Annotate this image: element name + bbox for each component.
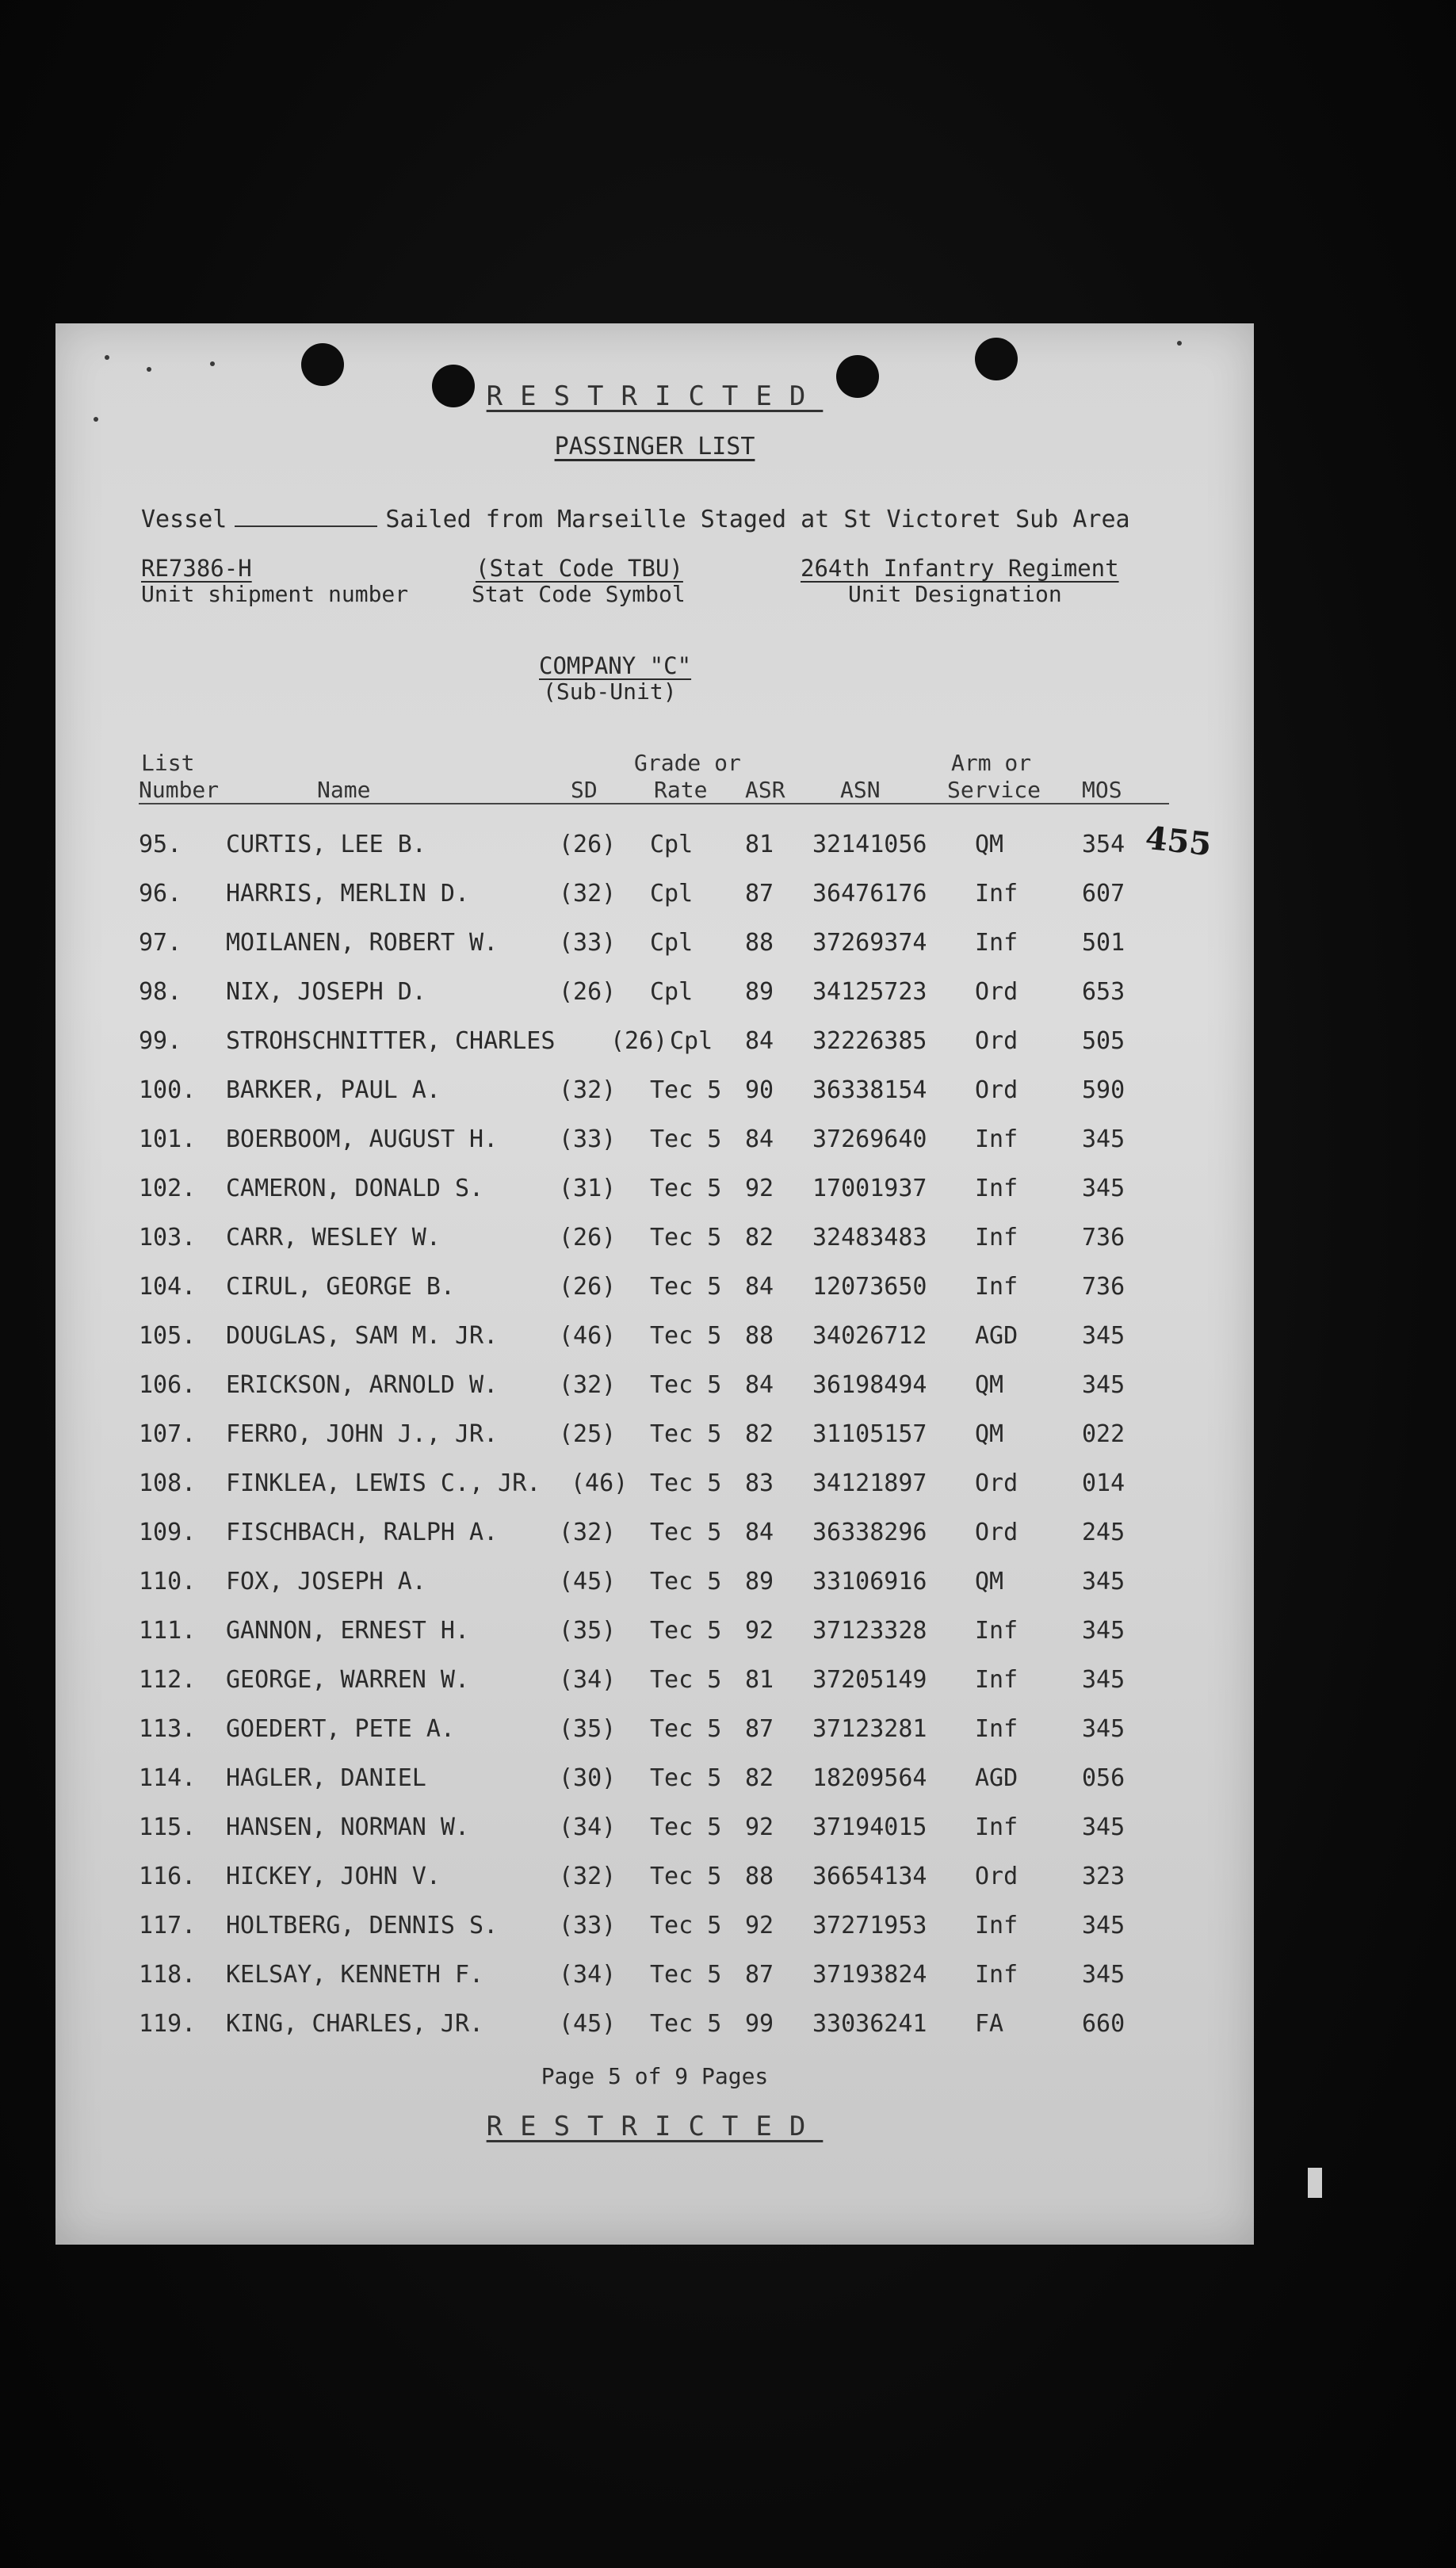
grade: Cpl	[650, 831, 694, 858]
asn: 36338296	[812, 1519, 927, 1546]
soldier-name: KING, CHARLES, JR.	[226, 2010, 484, 2038]
asr: 92	[745, 1912, 774, 1939]
arm-service: Inf	[975, 1813, 1018, 1841]
unit-shipment-label: Unit shipment number	[141, 581, 409, 607]
grade: Cpl	[650, 880, 694, 908]
age: (32)	[559, 1519, 617, 1546]
vessel-blank	[235, 506, 377, 527]
col-rate: Rate	[654, 777, 708, 803]
soldier-name: GEORGE, WARREN W.	[226, 1666, 470, 1694]
table-row	[55, 1519, 1254, 1568]
table-row	[55, 1617, 1254, 1666]
asr: 84	[745, 1125, 774, 1153]
asr: 87	[745, 1961, 774, 1989]
asr: 84	[745, 1519, 774, 1546]
asr: 92	[745, 1175, 774, 1202]
table-row	[55, 978, 1254, 1027]
arm-service: Ord	[975, 1076, 1018, 1104]
asr: 82	[745, 1764, 774, 1792]
arm-service: Inf	[975, 1617, 1018, 1645]
arm-service: QM	[975, 1568, 1004, 1595]
asn: 18209564	[812, 1764, 927, 1792]
age: (33)	[559, 1912, 617, 1939]
asn: 37123281	[812, 1715, 927, 1743]
age: (32)	[559, 1076, 617, 1104]
restricted-top: RESTRICTED	[486, 380, 824, 412]
soldier-name: BOERBOOM, AUGUST H.	[226, 1125, 499, 1153]
age: (30)	[559, 1764, 617, 1792]
table-row	[55, 1715, 1254, 1764]
speck	[147, 367, 151, 372]
col-name: Name	[317, 777, 371, 803]
age: (33)	[559, 929, 617, 957]
age: (45)	[559, 2010, 617, 2038]
soldier-name: CIRUL, GEORGE B.	[226, 1273, 455, 1301]
table-row	[55, 1568, 1254, 1617]
asn: 17001937	[812, 1175, 927, 1202]
asr: 82	[745, 1224, 774, 1252]
mos: 345	[1082, 1617, 1125, 1645]
list-number: 113.	[139, 1715, 197, 1743]
age: (46)	[559, 1322, 617, 1350]
asr: 89	[745, 1568, 774, 1595]
arm-service: QM	[975, 831, 1004, 858]
col-arm-bottom: Service	[947, 777, 1041, 803]
soldier-name: FERRO, JOHN J., JR.	[226, 1420, 499, 1448]
arm-service: Inf	[975, 1175, 1018, 1202]
list-number: 109.	[139, 1519, 197, 1546]
grade: Tec 5	[650, 1224, 722, 1252]
asn: 33036241	[812, 2010, 927, 2038]
vessel-label: Vessel	[141, 506, 227, 533]
stat-code-label: Stat Code Symbol	[472, 581, 686, 607]
soldier-name: CAMERON, DONALD S.	[226, 1175, 484, 1202]
col-asn: ASN	[840, 777, 881, 803]
restricted-bottom: RESTRICTED	[486, 2111, 824, 2142]
asr: 84	[745, 1371, 774, 1399]
list-number: 107.	[139, 1420, 197, 1448]
arm-service: Inf	[975, 880, 1018, 908]
mos: 345	[1082, 1125, 1125, 1153]
grade: Tec 5	[650, 1519, 722, 1546]
soldier-name: HANSEN, NORMAN W.	[226, 1813, 470, 1841]
mos: 345	[1082, 1813, 1125, 1841]
col-grade-top: Grade or	[634, 750, 741, 776]
age: (34)	[559, 1666, 617, 1694]
grade: Tec 5	[650, 1273, 722, 1301]
age: (46)	[571, 1469, 629, 1497]
asn: 34026712	[812, 1322, 927, 1350]
asr: 81	[745, 1666, 774, 1694]
mos: 345	[1082, 1666, 1125, 1694]
arm-service: Inf	[975, 1715, 1018, 1743]
mos: 345	[1082, 1175, 1125, 1202]
mos: 345	[1082, 1912, 1125, 1939]
asr: 83	[745, 1469, 774, 1497]
speck	[1177, 341, 1182, 346]
mos: 736	[1082, 1273, 1125, 1301]
arm-service: Ord	[975, 1469, 1018, 1497]
grade: Tec 5	[650, 1568, 722, 1595]
asn: 37123328	[812, 1617, 927, 1645]
grade: Tec 5	[650, 1371, 722, 1399]
arm-service: Ord	[975, 1519, 1018, 1546]
asr: 92	[745, 1617, 774, 1645]
table-row	[55, 1076, 1254, 1125]
table-row	[55, 1469, 1254, 1519]
col-list-top: List	[141, 750, 195, 776]
soldier-name: KELSAY, KENNETH F.	[226, 1961, 484, 1989]
list-number: 99.	[139, 1027, 182, 1055]
table-row	[55, 1863, 1254, 1912]
mos: 056	[1082, 1764, 1125, 1792]
list-number: 114.	[139, 1764, 197, 1792]
age: (33)	[559, 1125, 617, 1153]
list-number: 101.	[139, 1125, 197, 1153]
asn: 36198494	[812, 1371, 927, 1399]
asr: 99	[745, 2010, 774, 2038]
asn: 32226385	[812, 1027, 927, 1055]
list-number: 111.	[139, 1617, 197, 1645]
asn: 36338154	[812, 1076, 927, 1104]
age: (35)	[559, 1715, 617, 1743]
age: (32)	[559, 1371, 617, 1399]
table-row	[55, 831, 1254, 880]
vessel-line	[141, 506, 1130, 533]
table-row	[55, 1813, 1254, 1863]
mos: 022	[1082, 1420, 1125, 1448]
page-title: PASSINGER LIST	[554, 433, 755, 460]
soldier-name: CARR, WESLEY W.	[226, 1224, 441, 1252]
arm-service: QM	[975, 1371, 1004, 1399]
table-row	[55, 1420, 1254, 1469]
col-list-bottom: Number	[139, 777, 220, 803]
asn: 37193824	[812, 1961, 927, 1989]
col-asr: ASR	[745, 777, 785, 803]
asn: 36654134	[812, 1863, 927, 1890]
soldier-name: HOLTBERG, DENNIS S.	[226, 1912, 499, 1939]
asr: 84	[745, 1027, 774, 1055]
grade: Cpl	[650, 978, 694, 1006]
list-number: 115.	[139, 1813, 197, 1841]
asr: 84	[745, 1273, 774, 1301]
list-number: 97.	[139, 929, 182, 957]
grade: Tec 5	[650, 1764, 722, 1792]
mos: 590	[1082, 1076, 1125, 1104]
asn: 34121897	[812, 1469, 927, 1497]
table-row	[55, 1175, 1254, 1224]
mos: 607	[1082, 880, 1125, 908]
col-arm-top: Arm or	[951, 750, 1032, 776]
grade: Cpl	[650, 929, 694, 957]
list-number: 110.	[139, 1568, 197, 1595]
speck	[94, 417, 98, 422]
asr: 87	[745, 880, 774, 908]
soldier-name: DOUGLAS, SAM M. JR.	[226, 1322, 499, 1350]
asn: 37271953	[812, 1912, 927, 1939]
asr: 82	[745, 1420, 774, 1448]
company-value: COMPANY "C"	[539, 652, 692, 679]
table-row	[55, 880, 1254, 929]
arm-service: QM	[975, 1420, 1004, 1448]
arm-service: FA	[975, 2010, 1004, 2038]
arm-service: AGD	[975, 1764, 1018, 1792]
grade: Tec 5	[650, 1961, 722, 1989]
soldier-name: STROHSCHNITTER, CHARLES	[226, 1027, 556, 1055]
arm-service: Inf	[975, 1224, 1018, 1252]
asr: 88	[745, 1863, 774, 1890]
soldier-name: HAGLER, DANIEL	[226, 1764, 426, 1792]
soldier-name: BARKER, PAUL A.	[226, 1076, 441, 1104]
mos: 345	[1082, 1568, 1125, 1595]
age: (34)	[559, 1961, 617, 1989]
list-number: 108.	[139, 1469, 197, 1497]
arm-service: Ord	[975, 978, 1018, 1006]
grade: Tec 5	[650, 1076, 722, 1104]
grade: Tec 5	[650, 1666, 722, 1694]
grade: Tec 5	[650, 1322, 722, 1350]
soldier-name: GOEDERT, PETE A.	[226, 1715, 455, 1743]
soldier-name: FINKLEA, LEWIS C., JR.	[226, 1469, 541, 1497]
arm-service: Inf	[975, 1666, 1018, 1694]
unit-designation-label: Unit Designation	[848, 581, 1062, 607]
arm-service: AGD	[975, 1322, 1018, 1350]
passenger-list-page	[55, 323, 1254, 2245]
mos: 345	[1082, 1322, 1125, 1350]
grade: Tec 5	[650, 1715, 722, 1743]
age: (35)	[559, 1617, 617, 1645]
table-row	[55, 1764, 1254, 1813]
punch-hole-4	[975, 338, 1018, 380]
stamp-number: 455	[1143, 819, 1213, 864]
sailed-from-text: Sailed from Marseille Staged at St Victoret Sub Area	[385, 506, 1130, 533]
list-number: 104.	[139, 1273, 197, 1301]
asn: 32141056	[812, 831, 927, 858]
table-row	[55, 1322, 1254, 1371]
col-mos: MOS	[1082, 777, 1122, 803]
asn: 36476176	[812, 880, 927, 908]
mos: 653	[1082, 978, 1125, 1006]
table-row	[55, 1027, 1254, 1076]
list-number: 98.	[139, 978, 182, 1006]
age: (45)	[559, 1568, 617, 1595]
mos: 245	[1082, 1519, 1125, 1546]
table-row	[55, 1371, 1254, 1420]
grade: Tec 5	[650, 2010, 722, 2038]
grade: Tec 5	[650, 1813, 722, 1841]
list-number: 96.	[139, 880, 182, 908]
age: (26)	[559, 1224, 617, 1252]
header-rule	[139, 803, 1169, 804]
table-row	[55, 1666, 1254, 1715]
asr: 90	[745, 1076, 774, 1104]
mos: 323	[1082, 1863, 1125, 1890]
list-number: 112.	[139, 1666, 197, 1694]
mos: 354	[1082, 831, 1125, 858]
asr: 89	[745, 978, 774, 1006]
asr: 87	[745, 1715, 774, 1743]
arm-service: Inf	[975, 929, 1018, 957]
age: (26)	[610, 1027, 668, 1055]
grade: Tec 5	[650, 1469, 722, 1497]
soldier-name: MOILANEN, ROBERT W.	[226, 929, 499, 957]
list-number: 95.	[139, 831, 182, 858]
soldier-name: HARRIS, MERLIN D.	[226, 880, 470, 908]
page-count: Page 5 of 9 Pages	[541, 2063, 769, 2089]
grade: Tec 5	[650, 1420, 722, 1448]
list-number: 119.	[139, 2010, 197, 2038]
age: (26)	[559, 831, 617, 858]
mos: 501	[1082, 929, 1125, 957]
asn: 37269374	[812, 929, 927, 957]
unit-designation-value: 264th Infantry Regiment	[801, 555, 1119, 582]
grade: Cpl	[670, 1027, 713, 1055]
age: (32)	[559, 880, 617, 908]
soldier-name: ERICKSON, ARNOLD W.	[226, 1371, 499, 1399]
asn: 31105157	[812, 1420, 927, 1448]
company-sub-label: (Sub-Unit)	[543, 678, 677, 705]
age: (26)	[559, 1273, 617, 1301]
list-number: 105.	[139, 1322, 197, 1350]
mos: 505	[1082, 1027, 1125, 1055]
age: (32)	[559, 1863, 617, 1890]
list-number: 106.	[139, 1371, 197, 1399]
asr: 88	[745, 929, 774, 957]
age: (26)	[559, 978, 617, 1006]
asn: 37269640	[812, 1125, 927, 1153]
table-row	[55, 1912, 1254, 1961]
col-sd: SD	[571, 777, 598, 803]
grade: Tec 5	[650, 1863, 722, 1890]
list-number: 103.	[139, 1224, 197, 1252]
asr: 81	[745, 831, 774, 858]
age: (34)	[559, 1813, 617, 1841]
table-row	[55, 1224, 1254, 1273]
asr: 92	[745, 1813, 774, 1841]
film-edge-mark	[1308, 2168, 1322, 2198]
mos: 660	[1082, 2010, 1125, 2038]
table-row	[55, 1961, 1254, 2010]
asn: 12073650	[812, 1273, 927, 1301]
asn: 33106916	[812, 1568, 927, 1595]
arm-service: Inf	[975, 1125, 1018, 1153]
punch-hole-1	[301, 343, 344, 386]
arm-service: Ord	[975, 1863, 1018, 1890]
table-row	[55, 1125, 1254, 1175]
mos: 736	[1082, 1224, 1125, 1252]
stat-code-value: (Stat Code TBU)	[476, 555, 683, 582]
asn: 37205149	[812, 1666, 927, 1694]
arm-service: Inf	[975, 1912, 1018, 1939]
asn: 32483483	[812, 1224, 927, 1252]
list-number: 100.	[139, 1076, 197, 1104]
table-row	[55, 1273, 1254, 1322]
asn: 34125723	[812, 978, 927, 1006]
soldier-name: FISCHBACH, RALPH A.	[226, 1519, 499, 1546]
grade: Tec 5	[650, 1912, 722, 1939]
grade: Tec 5	[650, 1175, 722, 1202]
list-number: 102.	[139, 1175, 197, 1202]
age: (31)	[559, 1175, 617, 1202]
mos: 014	[1082, 1469, 1125, 1497]
age: (25)	[559, 1420, 617, 1448]
arm-service: Ord	[975, 1027, 1018, 1055]
grade: Tec 5	[650, 1125, 722, 1153]
speck	[105, 355, 109, 360]
soldier-name: NIX, JOSEPH D.	[226, 978, 426, 1006]
soldier-name: GANNON, ERNEST H.	[226, 1617, 470, 1645]
mos: 345	[1082, 1371, 1125, 1399]
speck	[210, 361, 215, 366]
table-row	[55, 2010, 1254, 2059]
soldier-name: FOX, JOSEPH A.	[226, 1568, 426, 1595]
mos: 345	[1082, 1961, 1125, 1989]
list-number: 116.	[139, 1863, 197, 1890]
list-number: 118.	[139, 1961, 197, 1989]
soldier-name: CURTIS, LEE B.	[226, 831, 426, 858]
arm-service: Inf	[975, 1961, 1018, 1989]
table-row	[55, 929, 1254, 978]
unit-shipment-value: RE7386-H	[141, 555, 252, 582]
grade: Tec 5	[650, 1617, 722, 1645]
soldier-name: HICKEY, JOHN V.	[226, 1863, 441, 1890]
list-number: 117.	[139, 1912, 197, 1939]
asr: 88	[745, 1322, 774, 1350]
arm-service: Inf	[975, 1273, 1018, 1301]
mos: 345	[1082, 1715, 1125, 1743]
asn: 37194015	[812, 1813, 927, 1841]
